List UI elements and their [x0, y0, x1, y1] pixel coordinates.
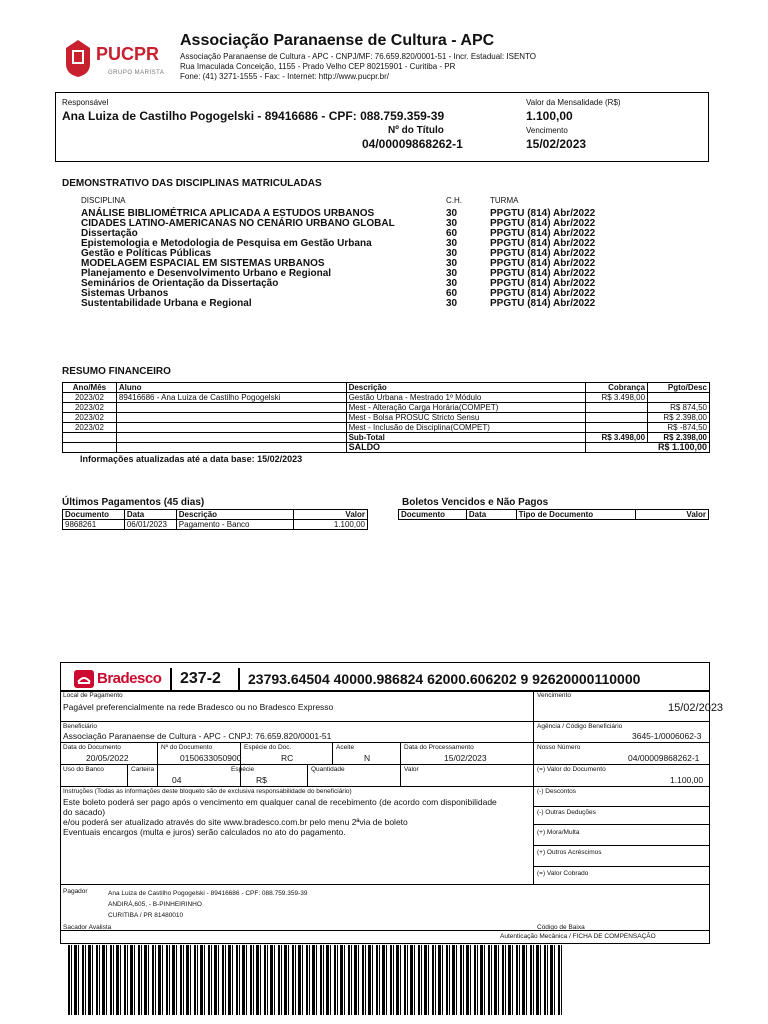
pagador-label: Pagador — [63, 888, 88, 895]
disciplina-ch: 30 — [446, 298, 458, 309]
pagador-line-2: ANDIRÁ,605, - B-PINHEIRINHO — [108, 901, 202, 908]
linha-digitavel: 23793.64504 40000.986824 62000.606202 9 92620000110000 — [248, 671, 641, 687]
bank-code: 237-2 — [180, 670, 221, 687]
responsavel-value: Ana Luiza de Castilho Pogogelski - 89416686 - CPF: 088.759.359-39 — [62, 109, 445, 123]
resumo-cell: 2023/02 — [63, 423, 117, 433]
quantidade-label: Quantidade — [311, 766, 345, 773]
resumo-cell — [116, 413, 346, 423]
disciplina-nome: Planejamento e Desenvolvimento Urbano e Regional — [81, 268, 332, 279]
valor-doc-label: (=) Valor do Documento — [537, 766, 606, 773]
resumo-cell: R$ 874,50 — [648, 403, 710, 413]
disciplina-turma: PPGTU (814) Abr/2022 — [490, 268, 596, 279]
empty-cell — [63, 443, 117, 453]
outros-acrescimos-label: (+) Outros Acréscimos — [537, 849, 602, 856]
venc-col-tipo: Tipo de Documento — [516, 510, 636, 520]
aceite: N — [364, 753, 371, 763]
resumo-note: Informações atualizadas até a data base: 15/02/2023 — [80, 454, 303, 464]
instrucoes-line-4: Eventuais encargos (multa e juros) serão calculados no ato do pagamento. — [63, 827, 346, 837]
disciplina-nome: ANÁLISE BIBLIOMÉTRICA APLICADA A ESTUDOS URBANOS — [81, 208, 375, 219]
pag-col-documento: Documento — [63, 510, 125, 520]
disciplina-turma: PPGTU (814) Abr/2022 — [490, 258, 596, 269]
especie-doc: RC — [281, 753, 294, 763]
disciplina-turma: PPGTU (814) Abr/2022 — [490, 248, 596, 259]
disciplina-ch: 30 — [446, 268, 458, 279]
resumo-cell: Gestão Urbana - Mestrado 1º Módulo — [346, 393, 586, 403]
agencia-label: Agência / Código Beneficiário — [537, 723, 623, 730]
resumo-col-descricao: Descrição — [346, 383, 586, 393]
disciplina-nome: Gestão e Políticas Públicas — [81, 248, 212, 259]
resumo-cell: R$ -874,50 — [648, 423, 710, 433]
disciplina-ch: 30 — [446, 278, 458, 289]
boleto-vencimento-label: Vencimento — [537, 692, 571, 699]
disciplina-nome: CIDADES LATINO-AMERICANAS NO CENÁRIO URBANO GLOBAL — [81, 218, 395, 229]
resumo-col-anomes: Ano/Mês — [63, 383, 117, 393]
bank-name: Bradesco — [97, 670, 162, 687]
header-line-1: Associação Paranaense de Cultura - APC - CNPJ/MF: 76.659.820/0001-51 - Incr. Estadual: ISENTO — [180, 52, 537, 61]
instrucoes-line-3: e/ou poderá ser atualizado através do site www.bradesco.com.br pelo menu 2ªvia de boleto — [63, 817, 408, 827]
empty-cell — [63, 433, 117, 443]
disciplinas-title: DEMONSTRATIVO DAS DISCIPLINAS MATRICULADAS — [62, 178, 322, 189]
pag-col-descricao: Descrição — [176, 510, 294, 520]
table-row — [63, 413, 710, 423]
data-proc-label: Data do Processamento — [404, 744, 474, 751]
vencidos-table — [398, 509, 709, 520]
resumo-cell: R$ 3.498,00 — [586, 393, 648, 403]
nosso-numero-label: Nosso Número — [537, 744, 581, 751]
disciplina-turma: PPGTU (814) Abr/2022 — [490, 298, 596, 309]
resumo-cell — [648, 393, 710, 403]
pagamentos-table — [62, 509, 368, 530]
resumo-cell: R$ 2.398,00 — [648, 413, 710, 423]
disciplina-turma: PPGTU (814) Abr/2022 — [490, 218, 596, 229]
pucpr-crest-icon — [64, 38, 92, 78]
valor-label: Valor — [404, 766, 419, 773]
venc-col-valor: Valor — [636, 510, 709, 520]
header-line-3: Fone: (41) 3271-1555 - Fax: - Internet: http://www.pucpr.br/ — [180, 72, 389, 81]
venc-col-data: Data — [466, 510, 516, 520]
beneficiario-label: Beneficiário — [63, 723, 97, 730]
autenticacao-label: Autenticação Mecânica / FICHA DE COMPENSAÇÃO — [500, 933, 656, 940]
valor-doc: 1.100,00 — [670, 775, 704, 785]
resumo-col-pgto: Pgto/Desc — [648, 383, 710, 393]
data-doc-label: Data do Documento — [63, 744, 121, 751]
table-row — [63, 423, 710, 433]
disciplina-ch: 60 — [446, 288, 458, 299]
disciplina-turma: PPGTU (814) Abr/2022 — [490, 288, 596, 299]
resumo-header-row — [63, 383, 710, 393]
col-turma-header: TURMA — [490, 196, 519, 205]
disciplina-nome: Epistemologia e Metodologia de Pesquisa em Gestão Urbana — [81, 238, 372, 249]
disciplina-nome: Dissertação — [81, 228, 138, 239]
agencia: 3645-1/0006062-3 — [632, 731, 702, 741]
especie-doc-label: Espécie do Doc. — [244, 744, 292, 751]
pagamentos-header-row — [63, 510, 368, 520]
titulo-label: Nº do Título — [388, 125, 444, 136]
subtotal-label: Sub-Total — [346, 433, 586, 443]
pag-cell: 06/01/2023 — [124, 520, 176, 530]
beneficiario: Associação Paranaense de Cultura - APC - CNPJ: 76.659.820/0001-51 — [63, 731, 332, 741]
especie-label: Espécie — [231, 766, 255, 773]
resumo-cell: 2023/02 — [63, 403, 117, 413]
valor-cobrado-label: (=) Valor Cobrado — [537, 870, 589, 877]
institution-title: Associação Paranaense de Cultura - APC — [180, 32, 495, 49]
table-row — [63, 393, 710, 403]
pagador-line-1: Ana Luiza de Castilho Pogogelski - 89416686 - CPF: 088.759.359-39 — [108, 890, 308, 897]
disciplina-ch: 30 — [446, 258, 458, 269]
saldo-label: SALDO — [346, 443, 586, 453]
resumo-cell: 89416686 - Ana Luiza de Castilho Pogogelski — [116, 393, 346, 403]
logo-text: PUCPR — [96, 44, 160, 64]
vencimento-value: 15/02/2023 — [526, 137, 587, 151]
disciplina-nome: MODELAGEM ESPACIAL EM SISTEMAS URBANOS — [81, 258, 325, 269]
disciplina-turma: PPGTU (814) Abr/2022 — [490, 228, 596, 239]
disciplina-nome: Sistemas Urbanos — [81, 288, 169, 299]
boleto-vencimento: 15/02/2023 — [668, 702, 724, 714]
subtotal-row — [63, 433, 710, 443]
mensalidade-value: 1.100,00 — [526, 109, 573, 123]
empty-cell — [116, 433, 346, 443]
num-doc-label: Nº do Documento — [161, 744, 213, 751]
titulo-value: 04/00009868262-1 — [362, 137, 463, 151]
saldo-value: R$ 1.100,00 — [586, 443, 710, 453]
aceite-label: Aceite — [336, 744, 355, 751]
disciplina-ch: 30 — [446, 208, 458, 219]
pag-cell: 1.100,00 — [294, 520, 368, 530]
pag-col-data: Data — [124, 510, 176, 520]
resumo-cell: 2023/02 — [63, 393, 117, 403]
pag-col-valor: Valor — [294, 510, 368, 520]
resumo-cell: Mest - Bolsa PROSUC Stricto Sensu — [346, 413, 586, 423]
subtotal-cobranca: R$ 3.498,00 — [586, 433, 648, 443]
outras-deducoes-label: (-) Outras Deduções — [537, 809, 596, 816]
bradesco-logo-icon — [74, 670, 94, 688]
empty-cell — [116, 443, 346, 453]
instrucoes-label: Instruções (Todas as informações deste bloqueto são de exclusiva responsabilidade do beneficiário) — [63, 788, 352, 795]
pag-cell: Pagamento - Banco — [176, 520, 294, 530]
resumo-col-cobranca: Cobrança — [586, 383, 648, 393]
data-proc: 15/02/2023 — [444, 753, 487, 763]
resumo-cell: 2023/02 — [63, 413, 117, 423]
subtotal-pgto: R$ 2.398,00 — [648, 433, 710, 443]
table-row — [63, 520, 368, 530]
resumo-cell — [116, 403, 346, 413]
resumo-cell — [586, 413, 648, 423]
carteira-label: Carteira — [131, 766, 155, 773]
col-disciplina-header: DISCIPLINA — [81, 196, 126, 205]
resumo-title: RESUMO FINANCEIRO — [62, 366, 171, 377]
disciplina-ch: 30 — [446, 238, 458, 249]
sacador-label: Sacador Avalista — [63, 924, 112, 931]
vencidos-title: Boletos Vencidos e Não Pagos — [402, 497, 549, 508]
codigo-baixa-label: Código de Baixa — [537, 924, 585, 931]
data-doc: 20/05/2022 — [86, 753, 129, 763]
barcode — [68, 945, 564, 1015]
local-pagamento: Pagável preferencialmente na rede Bradesco ou no Bradesco Expresso — [63, 702, 334, 712]
table-row — [63, 403, 710, 413]
col-ch-header: C.H. — [446, 196, 462, 205]
resumo-cell: Mest - Alteração Carga Horária(COMPET) — [346, 403, 586, 413]
instrucoes-line-1: Este boleto poderá ser pago após o vencimento em qualquer canal de recebimento (de acordo com disponibilidade — [63, 797, 497, 807]
venc-col-documento: Documento — [399, 510, 467, 520]
local-pagamento-label: Local de Pagamento — [63, 692, 123, 699]
descontos-label: (-) Descontos — [537, 788, 577, 795]
disciplina-turma: PPGTU (814) Abr/2022 — [490, 278, 596, 289]
vencimento-label: Vencimento — [526, 126, 568, 135]
resumo-cell — [586, 423, 648, 433]
num-doc: 0150633050900 — [180, 753, 242, 763]
uso-banco-label: Uso do Banco — [63, 766, 104, 773]
instrucoes-line-2: do sacado) — [63, 807, 106, 817]
especie: R$ — [256, 775, 267, 785]
resumo-col-aluno: Aluno — [116, 383, 346, 393]
resumo-cell: Mest - Inclusão de Disciplina(COMPET) — [346, 423, 586, 433]
disciplina-turma: PPGTU (814) Abr/2022 — [490, 208, 596, 219]
disciplina-turma: PPGTU (814) Abr/2022 — [490, 238, 596, 249]
vencidos-header-row — [399, 510, 709, 520]
nosso-numero: 04/00009868262-1 — [628, 753, 700, 763]
pag-cell: 9868261 — [63, 520, 125, 530]
disciplina-ch: 30 — [446, 248, 458, 259]
pagamentos-title: Últimos Pagamentos (45 dias) — [62, 497, 205, 508]
resumo-cell — [586, 403, 648, 413]
saldo-row — [63, 443, 710, 453]
resumo-cell — [116, 423, 346, 433]
mora-label: (+) Mora/Multa — [537, 829, 580, 836]
disciplina-nome: Seminários de Orientação da Dissertação — [81, 278, 279, 289]
bradesco-logo — [74, 668, 164, 690]
disciplina-nome: Sustentabilidade Urbana e Regional — [81, 298, 252, 309]
resumo-table — [62, 382, 710, 453]
responsavel-label: Responsável — [62, 98, 109, 107]
disciplina-ch: 60 — [446, 228, 458, 239]
header-line-2: Rua Imaculada Conceição, 1155 - Prado Velho CEP 80215901 - Curitiba - PR — [180, 62, 456, 71]
disciplina-ch: 30 — [446, 218, 458, 229]
carteira: 04 — [172, 775, 182, 785]
pucpr-logo — [62, 34, 170, 84]
mensalidade-label: Valor da Mensalidade (R$) — [526, 98, 621, 107]
pagador-line-3: CURITIBA / PR 81480010 — [108, 912, 184, 919]
logo-subtext: GRUPO MARISTA — [108, 70, 165, 76]
